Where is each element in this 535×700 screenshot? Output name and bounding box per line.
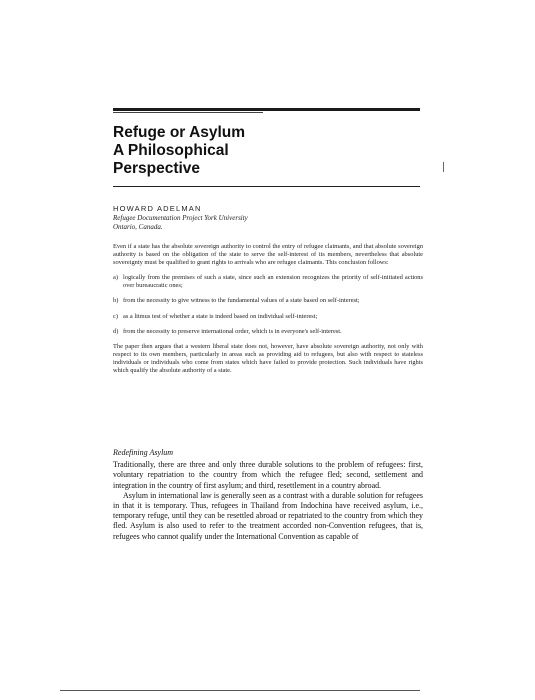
- author-name: HOWARD ADELMAN: [113, 204, 202, 213]
- article-body: [113, 448, 423, 542]
- bottom-rule: [60, 690, 420, 691]
- abstract-item-text: logically from the premises of such a state, since such an extension recognizes the priority of self-initiated actions over bureaucratic ones;: [123, 274, 423, 290]
- top-rule: [113, 108, 420, 111]
- article-title: [113, 124, 413, 178]
- affiliation-line-1: Refugee Documentation Project York University: [113, 214, 248, 222]
- abstract-item-label: b): [113, 297, 119, 305]
- abstract: [113, 243, 423, 382]
- abstract-item-text: from the necessity to preserve international order, which is in everyone's self-interest.: [123, 327, 342, 335]
- abstract-item: [113, 328, 423, 336]
- abstract-intro: Even if a state has the absolute sovereign authority to control the entry of refugee claimants, and that absolute sovereign authority is based on the obligation of the state to serve the self-interest of its members, nevertheless that absolute sovereignty must be qualified to grant rights to arrivals who are refugee claimants. This conclusion follows:: [113, 243, 423, 267]
- affiliation: [113, 214, 248, 232]
- affiliation-line-2: Ontario, Canada.: [113, 223, 163, 231]
- abstract-item-text: as a litmus test of whether a state is indeed based on individual self-interest;: [123, 312, 318, 320]
- title-line-1: Refuge or Asylum: [113, 124, 246, 141]
- margin-mark: [443, 162, 444, 172]
- title-line-3: Perspective: [113, 160, 201, 177]
- abstract-item: [113, 274, 423, 290]
- section-heading: Redefining Asylum: [113, 448, 174, 457]
- abstract-item-label: d): [113, 327, 119, 335]
- abstract-item: [113, 313, 423, 321]
- abstract-item-label: c): [113, 312, 118, 320]
- abstract-closing: The paper then argues that a western liberal state does not, however, have absolute sovereign authority, not only with respect to its own members, particularly in areas such as providing aid to refugees, but also with respect to stateless individuals or individuals who come from states which have failed to provide protection. Such individuals have rights which qualify the absolute authority of a state.: [113, 342, 423, 375]
- abstract-item-label: a): [113, 274, 118, 282]
- body-paragraph: Traditionally, there are three and only three durable solutions to the problem of refugees: first, voluntary repatriation to the country from which the refugee fled; second, settlement and integration in the country of first asylum; and third, resettlement in a country abroad.: [113, 460, 423, 490]
- title-rule: [113, 186, 420, 187]
- top-rule-thin: [113, 112, 263, 113]
- body-paragraph: Asylum in international law is generally seen as a contrast with a durable solution for refugees in that it is temporary. Thus, refugees in Thailand from Indochina have received asylum, i.e., temporary refuge, until they can be resettled abroad or repatriated to the country from which they fled. Asylum is also used to refer to the treatment accorded non-Convention refugees, that is, refugees who cannot qualify under the International Convention as capable of: [113, 490, 423, 541]
- abstract-item: [113, 297, 423, 305]
- title-line-2: A Philosophical: [113, 142, 229, 159]
- abstract-item-text: from the necessity to give witness to the fundamental values of a state based on self-interest;: [123, 297, 360, 305]
